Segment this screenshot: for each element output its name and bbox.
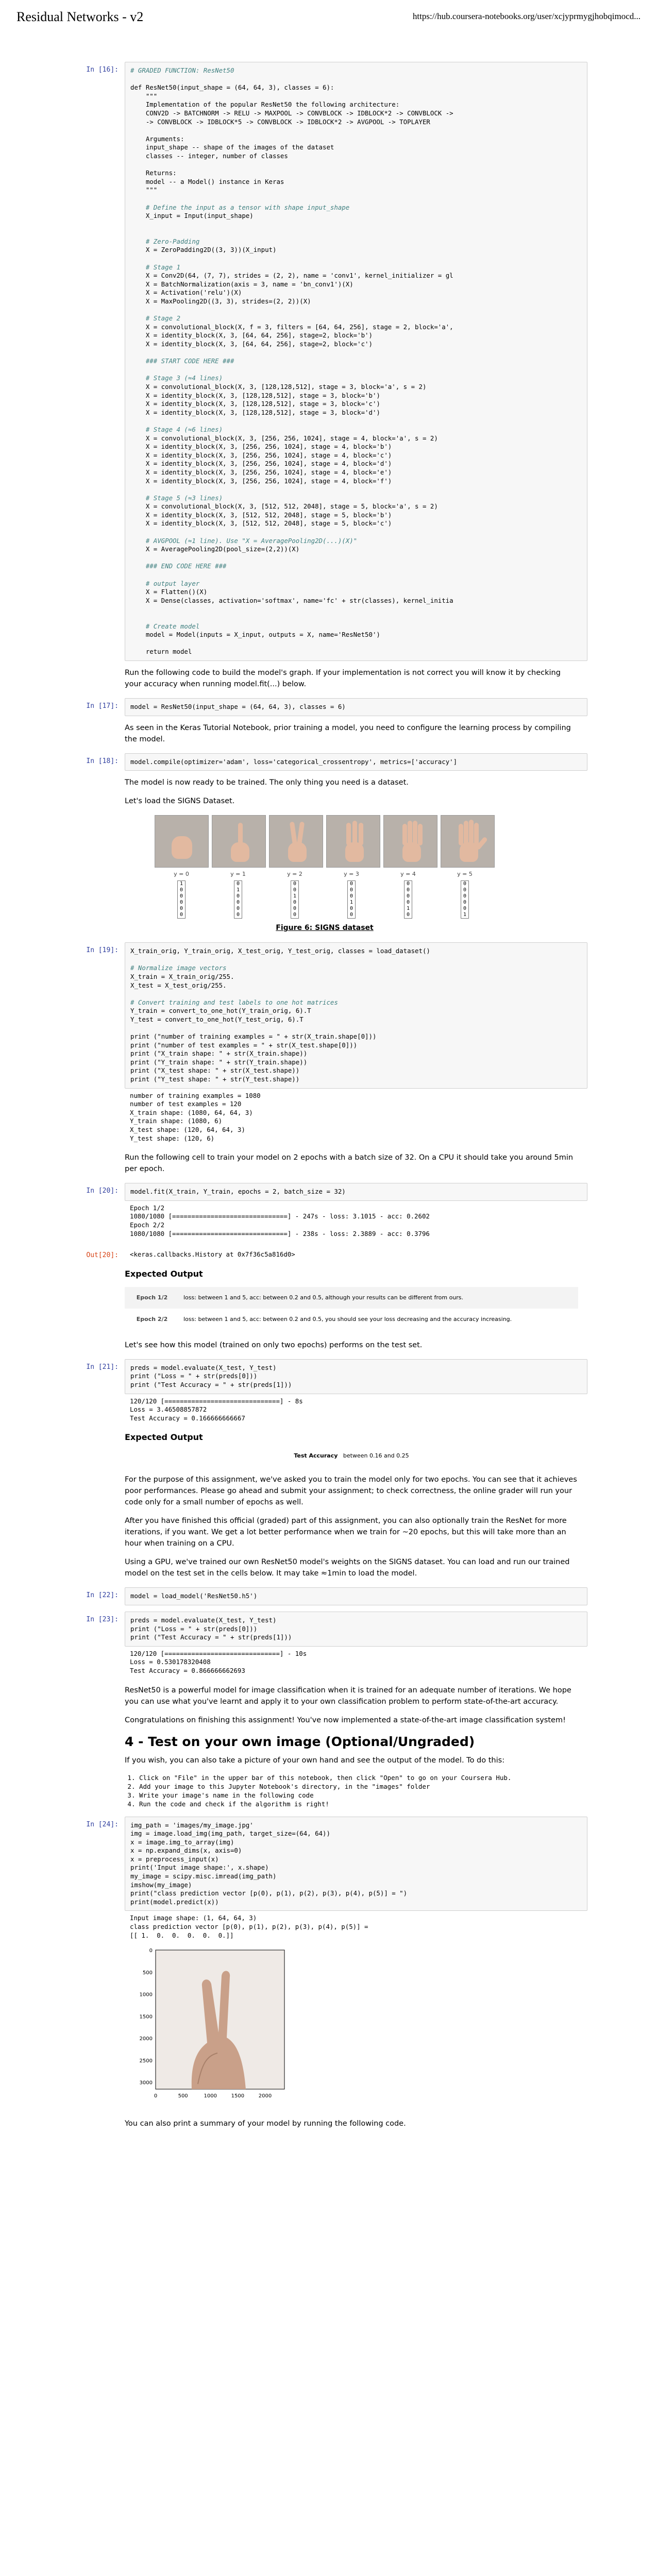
code-line: # Stage 1	[130, 263, 180, 271]
code-line: [[ 1. 0. 0. 0. 0. 0.]]	[130, 1931, 234, 1939]
y-tick-label: 3000	[139, 2080, 153, 2086]
code-line: model.compile(optimizer='adam', loss='categorical_crossentropy', metrics=['accuracy']	[130, 757, 458, 766]
code-line: X = identity_block(X, 3, [64, 64, 256], stage=2, block='b')	[130, 331, 373, 340]
table-cell: Epoch 1/2	[125, 1287, 179, 1309]
code-line: X = identity_block(X, 3, [128,128,512], stage = 3, block='c')	[130, 400, 380, 408]
hand-image-4	[383, 815, 437, 868]
markdown-cell: The model is now ready to be trained. The only thing you need is a dataset. Let's load the SIGNS Dataset.	[125, 778, 409, 806]
table-cell: loss: between 1 and 5, acc: between 0.2 and 0.5, although your results can be different from ours.	[179, 1287, 578, 1309]
code-line: X = AveragePooling2D(pool_size=(2,2))(X)	[130, 545, 300, 553]
code-line: """	[130, 92, 158, 100]
vector-entry: 1	[349, 900, 353, 906]
sign-label: y = 1	[230, 871, 246, 878]
hand-image-0	[155, 815, 209, 868]
code-line: X = convolutional_block(X, 3, [128,128,512], stage = 3, block='a', s = 2)	[130, 382, 427, 391]
one-hot-vector	[211, 880, 265, 919]
hand-image-1	[212, 815, 266, 868]
code-line: # Stage 2	[130, 314, 180, 323]
markdown-cell: You can also print a summary of your model by running the following code.	[125, 2120, 406, 2128]
code-line: Y_train shape: (1080, 6)	[130, 1117, 223, 1125]
sign-label: y = 0	[174, 871, 189, 878]
code-line: model -- a Model() instance in Keras	[130, 177, 284, 185]
cell-prompt: In [21]:	[86, 1363, 119, 1371]
code-cell-16[interactable]	[62, 62, 587, 661]
code-line: # Stage 3 (≈4 lines)	[130, 374, 223, 382]
code-line: 1080/1080 [==============================] - 247s - loss: 3.1015 - acc: 0.2602	[130, 1212, 430, 1221]
cell-prompt: In [17]:	[86, 702, 119, 710]
one-hot-vector	[325, 880, 378, 919]
code-line: X = convolutional_block(X, f = 3, filters = [64, 64, 256], stage = 2, block='a',	[130, 323, 453, 331]
cell-prompt: In [23]:	[86, 1615, 119, 1623]
vector-entry: 0	[406, 912, 410, 918]
code-line: imshow(my_image)	[130, 1880, 192, 1889]
vector-entry: 0	[293, 881, 297, 887]
code-line: Input image shape: (1, 64, 64, 3)	[130, 1914, 257, 1922]
markdown-cell: Expected Output Epoch 1/2 loss: between 1 and 5, acc: between 0.2 and 0.5, although your results can be different from ours. Epoch 2/2 loss: between 1 and 5, acc: between 0.2 and 0.5, you should see your loss decreasing and the accuracy increasing. Let's see how this model (trained on only two epochs) performs on the test set.	[125, 1268, 578, 1351]
table-cell: Epoch 2/2	[136, 1315, 168, 1323]
code-line: print ("X_train shape: " + str(X_train.shape))	[130, 1049, 308, 1058]
vector-entry: 0	[349, 881, 353, 887]
code-cell-24[interactable]	[62, 1817, 587, 2112]
one-hot-vector	[155, 880, 208, 919]
code-line: CONV2D -> BATCHNORM -> RELU -> MAXPOOL -> CONVBLOCK -> IDBLOCK*2 -> CONVBLOCK ->	[130, 109, 453, 117]
list-item: 2. Add your image to this Jupyter Notebook's directory, in the "images" folder	[139, 1782, 578, 1791]
one-hot-vector	[268, 880, 322, 919]
code-line: """	[130, 186, 158, 194]
cell-prompt: In [19]:	[86, 946, 119, 955]
vector-entry: 1	[293, 893, 297, 900]
vector-entry: 1	[179, 881, 183, 887]
cell-output	[125, 1201, 587, 1241]
code-line: -> CONVBLOCK -> IDBLOCK*5 -> CONVBLOCK -> IDBLOCK*2 -> AVGPOOL -> TOPLAYER	[130, 117, 430, 126]
code-line: # GRADED FUNCTION: ResNet50	[130, 66, 234, 74]
expected-output-heading: Expected Output	[125, 1268, 203, 1279]
cell-output-value: <keras.callbacks.History at 0x7f36c5a816d0>	[130, 1250, 295, 1259]
code-line: Epoch 1/2	[130, 1204, 165, 1212]
code-line: print ("Y_test shape: " + str(Y_test.shape))	[130, 1075, 300, 1083]
y-tick-label: 2000	[139, 2036, 153, 2042]
code-line: X = convolutional_block(X, 3, [256, 256, 1024], stage = 4, block='a', s = 2)	[130, 434, 438, 442]
code-line: ### START CODE HERE ###	[130, 357, 234, 365]
code-line: model = ResNet50(input_shape = (64, 64, 3), classes = 6)	[130, 702, 346, 710]
sign-label: y = 3	[344, 871, 359, 878]
code-line: Loss = 0.530178320408	[130, 1658, 211, 1666]
code-line: X = identity_block(X, 3, [64, 64, 256], stage=2, block='c')	[130, 340, 373, 348]
vector-entry: 0	[406, 887, 410, 893]
code-area[interactable]	[125, 1359, 587, 1394]
code-line: X_train_orig, Y_train_orig, X_test_orig, Y_test_orig, classes = load_dataset()	[130, 947, 430, 955]
hand-image-3	[326, 815, 380, 868]
markdown-cell: ResNet50 is a powerful model for image classification when it is trained for an adequate number of iterations. We hope you can use what you've learnt and apply it to your own classification problem to perform state-of-the-art accuracy. Congratulations on finishing this assignment! You've now implemented a state-of-the-art image classification system! 4 - Test on your own image (Optional/Ungraded) If you wish, you can also take a picture of your own hand and see the output of the model. To do this: 1. Click on "File" in the upper bar of this notebook, then click "Open" to go on your Coursera Hub. 2. Add your image to this Jupyter Notebook's directory, in the "images" folder 3. Write your image's name in the following code 4. Run the code and check if the algorithm is right!	[125, 1685, 578, 1808]
sign-label: y = 2	[287, 871, 302, 878]
vector-entry: 0	[463, 906, 467, 912]
vector-entry: 0	[293, 900, 297, 906]
x-tick-label: 500	[178, 2093, 188, 2099]
code-line: # AVGPOOL (≈1 line). Use "X = AveragePooling2D(...)(X)"	[130, 536, 358, 545]
one-hot-vectors	[155, 880, 495, 919]
vector-column	[234, 880, 242, 919]
output-cell-20	[62, 1247, 587, 1262]
code-line: X_test shape: (120, 64, 64, 3)	[130, 1126, 245, 1134]
code-line: X_test = X_test_orig/255.	[130, 981, 227, 989]
print-header-title: Residual Networks - v2	[16, 9, 144, 24]
code-line: print ("Test Accuracy = " + str(preds[1]))	[130, 1633, 292, 1641]
list-item: 1. Click on "File" in the upper bar of this notebook, then click "Open" to go on your Coursera Hub.	[139, 1773, 578, 1782]
cell-prompt: In [22]:	[86, 1591, 119, 1600]
code-line: class prediction vector [p(0), p(1), p(2), p(3), p(4), p(5)] =	[130, 1923, 372, 1931]
image-plot	[130, 1945, 587, 2112]
code-line: return model	[130, 648, 192, 656]
code-line: preds = model.evaluate(X_test, Y_test)	[130, 1616, 277, 1624]
markdown-cell: As seen in the Keras Tutorial Notebook, prior training a model, you need to configure the learning process by compiling the model.	[125, 723, 571, 743]
code-line: Arguments:	[130, 134, 184, 143]
code-line: print("class prediction vector [p(0), p(1), p(2), p(3), p(4), p(5)] = ")	[130, 1889, 408, 1897]
code-line: X = BatchNormalization(axis = 3, name = 'bn_conv1')(X)	[130, 280, 353, 288]
figure-caption: Figure 6: SIGNS dataset	[276, 924, 374, 933]
code-line: X = identity_block(X, 3, [128,128,512], stage = 3, block='d')	[130, 408, 380, 416]
sign-labels	[155, 871, 495, 877]
code-line: X_train = X_train_orig/255.	[130, 972, 234, 980]
code-line: model.fit(X_train, Y_train, epochs = 2, batch_size = 32)	[130, 1188, 346, 1196]
code-cell-17[interactable]	[62, 698, 587, 716]
one-hot-vector	[438, 880, 492, 919]
vector-entry: 0	[236, 893, 240, 900]
vector-entry: 0	[179, 912, 183, 918]
vector-entry: 0	[293, 887, 297, 893]
y-tick-label: 1500	[139, 2014, 153, 2020]
code-line: X = Activation('relu')(X)	[130, 289, 242, 297]
code-line: print ("X_test shape: " + str(X_test.shape))	[130, 1066, 300, 1075]
code-line: print(model.predict(x))	[130, 1897, 219, 1906]
code-line: X = identity_block(X, 3, [512, 512, 2048], stage = 5, block='c')	[130, 519, 392, 528]
code-line: img_path = 'images/my_image.jpg'	[130, 1821, 254, 1829]
vector-column	[347, 880, 356, 919]
code-line: print ("Test Accuracy = " + str(preds[1]))	[130, 1380, 292, 1388]
code-line: classes -- integer, number of classes	[130, 151, 288, 160]
code-line: input_shape -- shape of the images of the dataset	[130, 143, 334, 151]
y-tick-label: 0	[149, 1948, 153, 1954]
vector-entry: 1	[463, 912, 467, 918]
code-line: X = identity_block(X, 3, [256, 256, 1024], stage = 4, block='f')	[130, 477, 392, 485]
vector-entry: 0	[349, 906, 353, 912]
code-line: X = identity_block(X, 3, [256, 256, 1024], stage = 4, block='c')	[130, 451, 392, 459]
code-line: # output layer	[130, 579, 200, 587]
code-line: # Zero-Padding	[130, 237, 200, 245]
code-line: model = load_model('ResNet50.h5')	[130, 1592, 258, 1600]
code-cell-22[interactable]	[62, 1587, 587, 1605]
section-heading: 4 - Test on your own image (Optional/Ungraded)	[125, 1734, 475, 1749]
cell-output	[125, 1911, 587, 1943]
code-line: X = Flatten()(X)	[130, 588, 208, 596]
code-line: X = Conv2D(64, (7, 7), strides = (2, 2), name = 'conv1', kernel_initializer = gl	[130, 272, 453, 280]
x-tick-label: 2000	[258, 2093, 272, 2099]
code-line: print ("number of test examples = " + str(X_test.shape[0]))	[130, 1041, 358, 1049]
code-line: print ("Loss = " + str(preds[0]))	[130, 1624, 258, 1633]
markdown-cell: Expected Output Test Accuracy between 0.16 and 0.25 For the purpose of this assignment, we've asked you to train the model only for two epochs. You can see that it achieves poor performances. Please go ahead and submit your assignment; to check correctness, the online grader will run your code only for a small number of epochs as well. After you have finished this official (graded) part of this assignment, you can also optionally train the ResNet for more iterations, if you want. We get a lot better performance when we train for ~20 epochs, but this will take more than an hour when training on a CPU. Using a GPU, we've trained our own ResNet50 model's weights on the SIGNS dataset. You can load and run our trained model on the test set in the cells below. It may take ≈1min to load the model.	[125, 1432, 578, 1579]
cell-prompt: In [24]:	[86, 1820, 119, 1828]
list-item: 3. Write your image's name in the following code	[139, 1791, 578, 1800]
sign-label: y = 5	[457, 871, 473, 878]
code-line: X_train shape: (1080, 64, 64, 3)	[130, 1108, 253, 1116]
vector-entry: 0	[179, 887, 183, 893]
code-cell-21[interactable]	[62, 1359, 587, 1426]
code-line: preds = model.evaluate(X_test, Y_test)	[130, 1363, 277, 1371]
code-line: x = image.img_to_array(img)	[130, 1838, 234, 1846]
vector-entry: 0	[463, 887, 467, 893]
code-line: number of test examples = 120	[130, 1100, 242, 1108]
code-area[interactable]	[125, 1817, 587, 1911]
accuracy-label: Test Accuracy	[294, 1452, 338, 1460]
vector-column	[291, 880, 299, 919]
code-line: print ("number of training examples = " + str(X_train.shape[0]))	[130, 1032, 377, 1041]
vector-column	[177, 880, 186, 919]
signs-dataset-figure	[155, 815, 495, 932]
vector-entry: 0	[463, 893, 467, 900]
code-area[interactable]	[125, 698, 587, 716]
code-line: # Stage 5 (≈3 lines)	[130, 494, 223, 502]
code-line: print ("Loss = " + str(preds[0]))	[130, 1372, 258, 1380]
code-area[interactable]	[125, 62, 587, 661]
code-line: Epoch 2/2	[130, 1221, 165, 1229]
cell-output	[125, 1089, 587, 1146]
code-line: X = identity_block(X, 3, [256, 256, 1024], stage = 4, block='d')	[130, 460, 392, 468]
vector-entry: 0	[406, 900, 410, 906]
code-line: # Normalize image vectors	[130, 964, 227, 972]
code-line: x = np.expand_dims(x, axis=0)	[130, 1846, 242, 1855]
code-line: Y_train = convert_to_one_hot(Y_train_orig, 6).T	[130, 1007, 311, 1015]
vector-entry: 0	[236, 906, 240, 912]
y-tick-label: 1000	[139, 1992, 153, 1998]
code-line: number of training examples = 1080	[130, 1091, 261, 1099]
expected-accuracy	[125, 1450, 578, 1462]
vector-entry: 0	[349, 887, 353, 893]
code-line: ### END CODE HERE ###	[130, 562, 227, 570]
vector-entry: 0	[179, 900, 183, 906]
code-cell-20[interactable]	[62, 1183, 587, 1241]
code-cell-23[interactable]	[62, 1612, 587, 1679]
code-line: # Convert training and test labels to one hot matrices	[130, 998, 338, 1006]
print-header-url[interactable]: https://hub.coursera-notebooks.org/user/xcjyprmygjhobqimocd...	[412, 11, 641, 21]
vector-entry: 0	[293, 912, 297, 918]
code-line: X = identity_block(X, 3, [256, 256, 1024], stage = 4, block='e')	[130, 468, 392, 476]
table-row	[125, 1309, 578, 1330]
code-line: X = identity_block(X, 3, [128,128,512], stage = 3, block='b')	[130, 391, 380, 399]
markdown-cell: Run the following code to build the model's graph. If your implementation is not correct you will know it by checking your accuracy when running model.fit(...) below.	[125, 668, 561, 688]
vector-entry: 0	[406, 893, 410, 900]
vector-entry: 0	[236, 881, 240, 887]
code-cell-18[interactable]	[62, 753, 587, 771]
cell-prompt: In [18]:	[86, 757, 119, 765]
vector-column	[461, 880, 469, 919]
vector-entry: 0	[179, 893, 183, 900]
cell-prompt: In [20]:	[86, 1187, 119, 1195]
code-line: X = Dense(classes, activation='softmax', name='fc' + str(classes), kernel_initia	[130, 596, 453, 604]
accuracy-range: between 0.16 and 0.25	[343, 1452, 409, 1460]
instruction-list	[125, 1773, 578, 1808]
code-line: # Create model	[130, 622, 200, 630]
cell-output	[125, 1647, 587, 1679]
code-line: X = identity_block(X, 3, [256, 256, 1024], stage = 4, block='b')	[130, 443, 392, 451]
list-item: 4. Run the code and check if the algorithm is right!	[139, 1800, 578, 1808]
vector-entry: 0	[463, 900, 467, 906]
code-area[interactable]	[125, 753, 587, 771]
code-line: X = MaxPooling2D((3, 3), strides=(2, 2))(X)	[130, 297, 311, 306]
code-area[interactable]	[125, 1612, 587, 1647]
vector-column	[404, 880, 412, 919]
vector-entry: 0	[293, 906, 297, 912]
vector-entry: 0	[236, 912, 240, 918]
output-prompt: Out[20]:	[86, 1251, 119, 1260]
table-row	[125, 1287, 578, 1309]
hand-image-plot	[130, 1945, 300, 2110]
vector-entry: 0	[179, 906, 183, 912]
code-line: Returns:	[130, 169, 177, 177]
code-line: 120/120 [==============================] - 8s	[130, 1397, 303, 1405]
code-line: x = preprocess_input(x)	[130, 1855, 219, 1863]
vector-entry: 0	[349, 912, 353, 918]
hand-image-5	[441, 815, 495, 868]
x-tick-label: 0	[154, 2093, 158, 2099]
cell-prompt: In [16]:	[86, 66, 119, 74]
y-tick-label: 2500	[139, 2058, 153, 2064]
code-line: Y_test = convert_to_one_hot(Y_test_orig, 6).T	[130, 1015, 304, 1023]
vector-entry: 0	[463, 881, 467, 887]
code-line: X = convolutional_block(X, 3, [512, 512, 2048], stage = 5, block='a', s = 2)	[130, 502, 438, 511]
code-line: X_input = Input(input_shape)	[130, 212, 254, 220]
code-line: def ResNet50(input_shape = (64, 64, 3), classes = 6):	[130, 83, 334, 92]
expected-output-heading: Expected Output	[125, 1432, 203, 1443]
markdown-cell: Run the following cell to train your model on 2 epochs with a batch size of 32. On a CPU it should take you around 5min per epoch.	[125, 1154, 574, 1174]
cell-output	[125, 1394, 587, 1426]
hand-image-2	[269, 815, 323, 868]
code-line: # Define the input as a tensor with shape input_shape	[130, 203, 350, 211]
x-tick-label: 1000	[204, 2093, 217, 2099]
code-line: Implementation of the popular ResNet50 the following architecture:	[130, 100, 400, 109]
code-area[interactable]	[125, 942, 587, 1089]
code-line: X = ZeroPadding2D((3, 3))(X_input)	[130, 246, 277, 254]
code-cell-19[interactable]	[62, 942, 587, 1146]
notebook-page	[62, 62, 587, 2138]
code-line: model = Model(inputs = X_input, outputs = X, name='ResNet50')	[130, 631, 380, 639]
code-line: 120/120 [==============================] - 10s	[130, 1649, 307, 1657]
one-hot-vector	[381, 880, 435, 919]
code-area[interactable]	[125, 1587, 587, 1605]
code-line: Y_test shape: (120, 6)	[130, 1134, 215, 1142]
hand-images	[155, 815, 495, 868]
code-line: Test Accuracy = 0.166666666667	[130, 1414, 245, 1422]
code-line: # Stage 4 (≈6 lines)	[130, 425, 223, 433]
sign-label: y = 4	[400, 871, 416, 878]
y-tick-label: 500	[142, 1970, 153, 1976]
vector-entry: 0	[236, 900, 240, 906]
vector-entry: 1	[406, 906, 410, 912]
code-line: print('Input image shape:', x.shape)	[130, 1863, 269, 1872]
expected-output-table	[125, 1287, 578, 1330]
code-line: 1080/1080 [==============================] - 238s - loss: 2.3889 - acc: 0.3796	[130, 1229, 430, 1238]
x-tick-label: 1500	[231, 2093, 245, 2099]
code-line: img = image.load_img(img_path, target_size=(64, 64))	[130, 1829, 330, 1838]
vector-entry: 0	[349, 893, 353, 900]
vector-entry: 1	[236, 887, 240, 893]
code-area[interactable]	[125, 1183, 587, 1201]
code-line: Loss = 3.46508857872	[130, 1405, 207, 1414]
code-line: X = identity_block(X, 3, [512, 512, 2048], stage = 5, block='b')	[130, 511, 392, 519]
table-cell: loss: between 1 and 5, acc: between 0.2 and 0.5, you should see your loss decreasing and the accuracy increasing.	[183, 1315, 512, 1323]
vector-entry: 0	[406, 881, 410, 887]
code-line: Test Accuracy = 0.866666662693	[130, 1666, 245, 1674]
code-line: print ("Y_train shape: " + str(Y_train.shape))	[130, 1058, 308, 1066]
code-line: my_image = scipy.misc.imread(img_path)	[130, 1872, 277, 1880]
